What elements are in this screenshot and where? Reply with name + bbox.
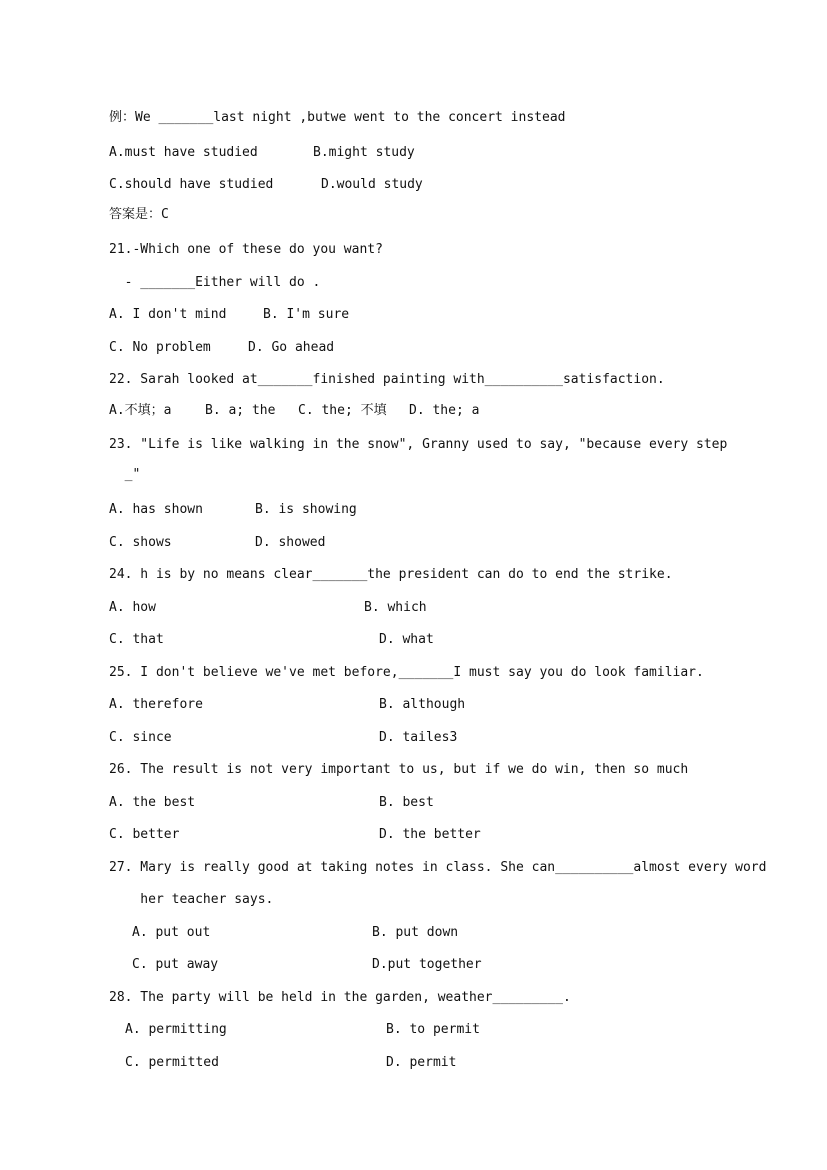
q24-stem: 24. h is by no means clear_______the president can do to end the strike. xyxy=(109,567,673,582)
q23-stem: 23. "Life is like walking in the snow", Granny used to say, "because every step xyxy=(109,437,728,452)
example-question: 例：We _______last night ,butwe went to the concert instead xyxy=(109,110,566,125)
q26-stem: 26. The result is not very important to us, but if we do win, then so much xyxy=(109,762,689,777)
q24-option-b: B. which xyxy=(364,600,427,615)
q21-option-d: D. Go ahead xyxy=(248,340,335,355)
q22-option-c: C. the; 不填 xyxy=(298,403,387,418)
q22-option-d: D. the; a xyxy=(409,403,480,418)
q28-option-b: B. to permit xyxy=(386,1022,480,1037)
q21-option-c: C. No problem xyxy=(109,340,211,355)
q27-option-c: C. put away xyxy=(132,957,219,972)
q25-option-b: B. although xyxy=(379,697,466,712)
q23-option-a: A. has shown xyxy=(109,502,203,517)
example-option-b: B.might study xyxy=(313,145,415,160)
q27-option-b: B. put down xyxy=(372,925,459,940)
q27-stem: 27. Mary is really good at taking notes in class. She can__________almost every word xyxy=(109,860,767,875)
q25-option-c: C. since xyxy=(109,730,172,745)
q27-stem-line2: her teacher says. xyxy=(109,892,274,907)
q23-option-d: D. showed xyxy=(255,535,326,550)
q24-option-a: A. how xyxy=(109,600,156,615)
q27-option-a: A. put out xyxy=(132,925,211,940)
q24-option-c: C. that xyxy=(109,632,164,647)
q21-stem: 21.-Which one of these do you want? xyxy=(109,242,383,257)
example-answer: 答案是：C xyxy=(109,207,169,222)
q22-option-b: B. a; the xyxy=(205,403,276,418)
example-option-c: C.should have studied xyxy=(109,177,274,192)
q28-option-a: A. permitting xyxy=(125,1022,227,1037)
q24-option-d: D. what xyxy=(379,632,434,647)
q22-stem: 22. Sarah looked at_______finished painting with__________satisfaction. xyxy=(109,372,665,387)
q26-option-a: A. the best xyxy=(109,795,196,810)
example-option-d: D.would study xyxy=(321,177,423,192)
q25-option-d: D. tailes3 xyxy=(379,730,458,745)
q25-stem: 25. I don't believe we've met before,_______I must say you do look familiar. xyxy=(109,665,704,680)
q23-option-b: B. is showing xyxy=(255,502,357,517)
q28-option-d: D. permit xyxy=(386,1055,457,1070)
q23-stem-line2: _" xyxy=(109,467,141,482)
example-option-a: A.must have studied xyxy=(109,145,258,160)
q27-option-d: D.put together xyxy=(372,957,482,972)
q25-option-a: A. therefore xyxy=(109,697,203,712)
q28-option-c: C. permitted xyxy=(125,1055,219,1070)
q22-option-a: A.不填；a xyxy=(109,403,172,418)
q26-option-c: C. better xyxy=(109,827,180,842)
q26-option-d: D. the better xyxy=(379,827,481,842)
q21-option-a: A. I don't mind xyxy=(109,307,227,322)
q21-stem-line2: - _______Either will do . xyxy=(109,275,321,290)
q23-option-c: C. shows xyxy=(109,535,172,550)
q26-option-b: B. best xyxy=(379,795,434,810)
q21-option-b: B. I'm sure xyxy=(263,307,350,322)
q28-stem: 28. The party will be held in the garden, weather_________. xyxy=(109,990,571,1005)
